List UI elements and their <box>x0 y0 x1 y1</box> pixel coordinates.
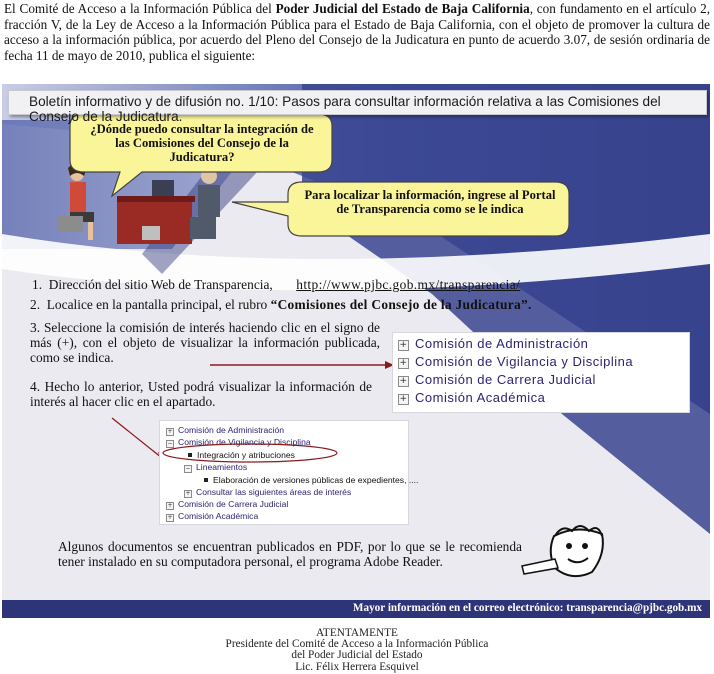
tree-item-label: Lineamientos <box>196 462 248 472</box>
step-1 <box>32 277 672 292</box>
tree-item[interactable] <box>166 437 311 448</box>
step-2 <box>30 297 700 312</box>
tree-item-label: Comisión de Carrera Judicial <box>178 499 289 509</box>
tree-item[interactable] <box>166 425 284 436</box>
step-4-number: 4. <box>30 379 41 394</box>
step-1-number: 1. <box>32 277 43 292</box>
pdf-note: Algunos documentos se encuentran publicados en PDF, por lo que se le recomienda tener instalado en su computadora personal, el programa Adobe Reader. <box>58 539 522 569</box>
commission-item-vigilancia[interactable] <box>398 354 633 369</box>
commission-label: Comisión de Vigilancia y Disciplina <box>415 354 634 369</box>
bulletin-title: Boletín informativo y de difusión no. 1/10: Pasos para consultar información relativa a las Comisiones del Consejo de la Judicatura. <box>29 94 661 124</box>
expand-plus-icon[interactable]: + <box>167 502 173 509</box>
bullet-icon <box>204 478 208 482</box>
step-2-text: Localice en la pantalla principal, el rubro <box>46 297 271 312</box>
bulletin-poster <box>2 84 710 618</box>
footer-bar <box>2 600 710 618</box>
tree-item-label: Integración y atribuciones <box>197 450 295 460</box>
commission-item-carrera[interactable] <box>398 372 596 387</box>
tree-item[interactable] <box>204 475 418 485</box>
expand-plus-icon[interactable]: + <box>399 358 408 368</box>
expand-plus-icon[interactable]: + <box>167 514 173 521</box>
tree-item-label: Comisión Académica <box>178 511 259 521</box>
expand-plus-icon[interactable]: + <box>185 490 191 497</box>
expand-plus-icon[interactable]: + <box>399 394 408 404</box>
question-bubble-text: ¿Dónde puedo consultar la integración de las Comisiones del Consejo de la Judicatura? <box>90 122 314 164</box>
commissions-panel <box>392 332 690 413</box>
step-4 <box>30 379 372 409</box>
tree-item-label: Comisión de Administración <box>178 425 285 435</box>
signature-line-2: Presidente del Comité de Acceso a la Información Pública <box>225 638 489 651</box>
collapse-minus-icon[interactable]: − <box>167 440 173 447</box>
commission-label: Comisión de Administración <box>415 336 589 351</box>
commission-item-administracion[interactable] <box>398 336 588 351</box>
collapse-minus-icon[interactable]: − <box>185 465 191 472</box>
step-2-highlight: “Comisiones del Consejo de la Judicatura”. <box>270 297 532 312</box>
commission-label: Comisión Académica <box>415 390 546 405</box>
signature-line-1: ATENTAMENTE <box>316 627 398 639</box>
intro-paragraph <box>4 1 710 63</box>
step-1-text: Dirección del sitio Web de Transparencia, <box>48 277 273 292</box>
commission-item-academica[interactable] <box>398 390 545 405</box>
answer-bubble-text: Para localizar la información, ingrese al Portal de Transparencia como se le indica <box>304 188 556 216</box>
step-4-text: Hecho lo anterior, Usted podrá visualizar la información de interés al hacer clic en el apartado. <box>30 379 372 409</box>
tree-item-label: Comisión de Vigilancia y Disciplina <box>178 437 311 447</box>
intro-text-2: , con fundamento en el artículo 2, fracción V, de la Ley de Acceso a la Información Pública para el Estado de Baja California, con el objeto de promover la cultura de acceso a la información pública, por acuerdo del Pleno del Consejo de la Judicatura en punto de acuerdo 3.07, de sesión ordinaria de fecha 11 de mayo de 2010, publica el siguiente: <box>4 1 710 63</box>
step-3 <box>30 320 380 365</box>
expand-plus-icon[interactable]: + <box>399 376 408 386</box>
bullet-icon <box>188 453 192 457</box>
contact-email-text: Mayor información en el correo electrónico: transparencia@pjbc.gob.mx <box>352 602 702 614</box>
tree-item[interactable] <box>184 487 351 498</box>
commission-label: Comisión de Carrera Judicial <box>415 372 596 387</box>
signature-line-3: del Poder Judicial del Estado <box>291 649 423 662</box>
expand-plus-icon[interactable]: + <box>167 428 173 435</box>
intro-bold-institution: Poder Judicial del Estado de Baja California <box>275 1 530 16</box>
tree-item-integracion[interactable] <box>188 450 295 460</box>
tree-item-label: Consultar las siguientes áreas de interés <box>196 487 352 497</box>
expand-plus-icon[interactable]: + <box>399 340 408 350</box>
commission-tree-panel <box>159 420 419 525</box>
signature-line-4: Lic. Félix Herrera Esquivel <box>295 660 419 673</box>
step-3-number: 3. <box>30 320 41 335</box>
tree-item[interactable] <box>166 499 288 510</box>
tree-item-label: Elaboración de versiones públicas de expedientes, .... <box>213 475 419 485</box>
signature-block <box>0 628 714 673</box>
tree-item[interactable] <box>184 462 247 473</box>
step-2-number: 2. <box>30 297 41 312</box>
transparency-site-link[interactable]: http://www.pjbc.gob.mx/transparencia/ <box>296 277 521 292</box>
tree-item[interactable] <box>166 511 258 522</box>
intro-text-1: El Comité de Acceso a la Información Pública del <box>4 1 276 16</box>
bulletin-title-band <box>8 90 707 124</box>
step-3-text: Seleccione la comisión de interés haciendo clic en el signo de más (+), con el objeto de visualizar la información publicada, como se indica. <box>30 320 380 365</box>
